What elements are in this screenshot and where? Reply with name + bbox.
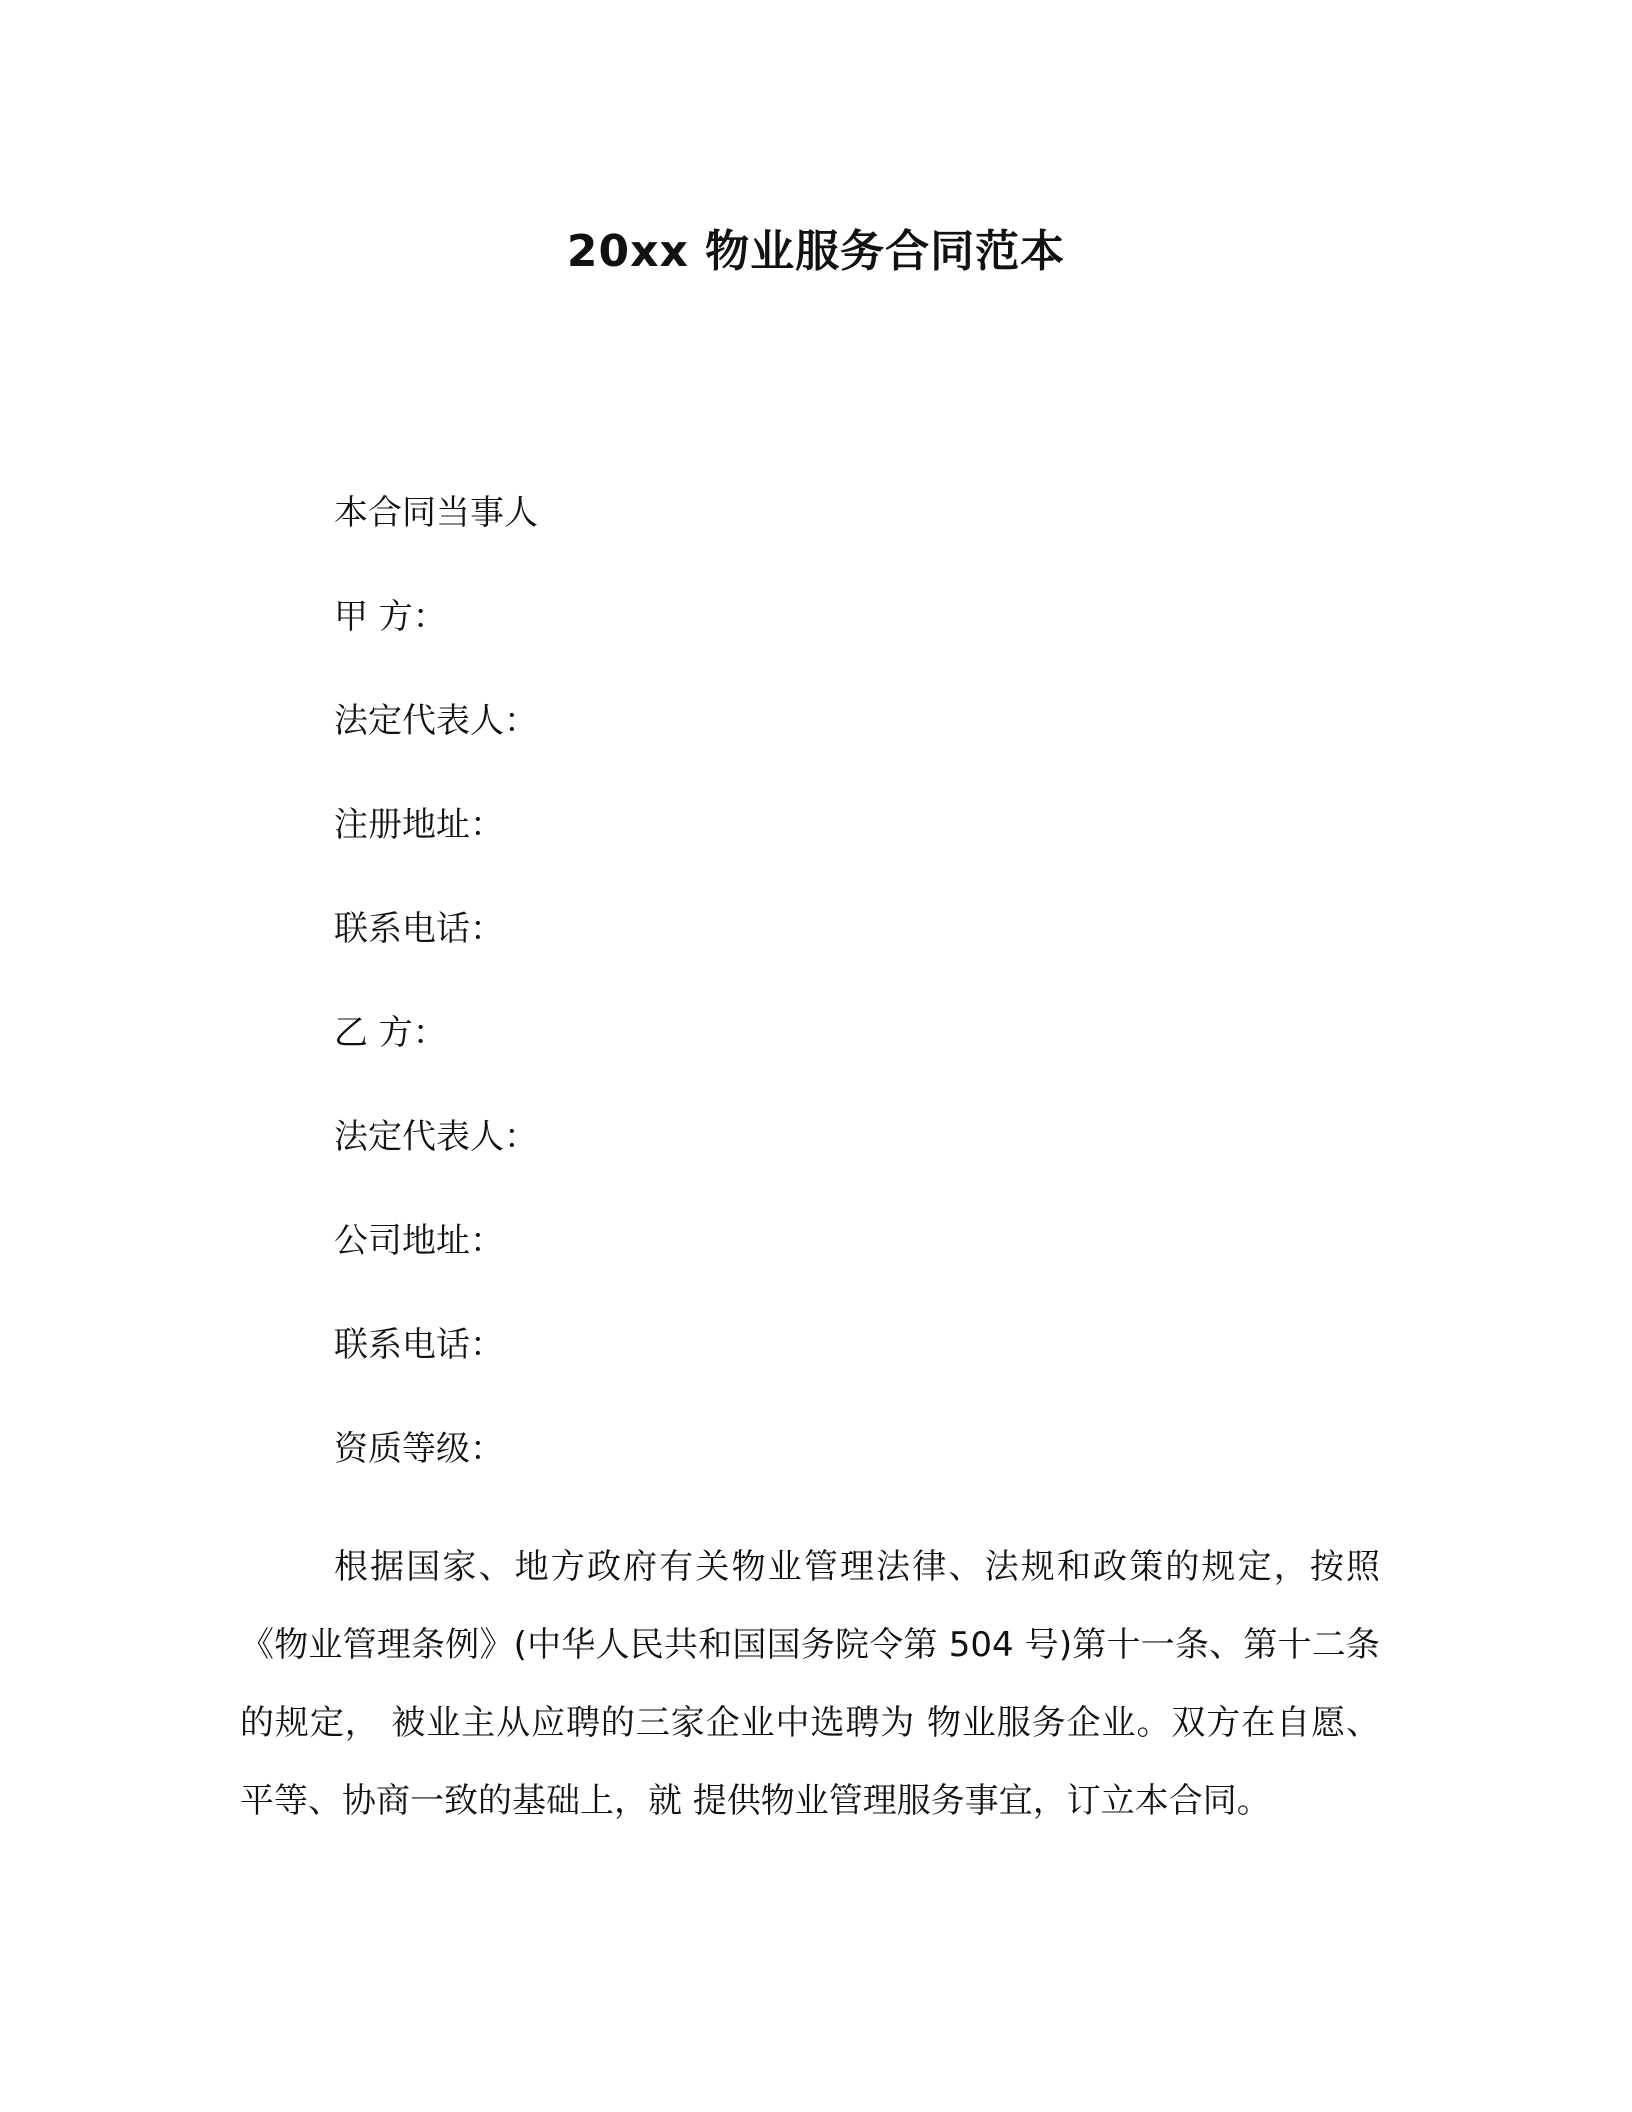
parties-heading: 本合同当事人 [334,493,538,533]
party-a-field: 甲 方： [334,597,447,637]
contract-preamble-paragraph: 根据国家、地方政府有关物业管理法律、法规和政策的规定，按照《物业管理条例》(中华人民共和国国务院令第 504 号)第十一条、第十二条的规定， 被业主从应聘的三家企业中选聘为 物业服务企业。双方在自愿、平等、协商一致的基础上，就 提供物业管理服务事宜，订立本合同。 [240,1547,1380,1821]
party-b-field: 乙 方： [334,1013,447,1053]
party-b-phone-field: 联系电话： [334,1325,504,1365]
party-a-representative-field: 法定代表人： [334,701,538,741]
party-a-phone-field: 联系电话： [334,909,504,949]
party-a-address-field: 注册地址： [334,805,504,845]
party-b-representative-field: 法定代表人： [334,1117,538,1157]
party-fields [334,488,538,1528]
document-title: 20xx 物业服务合同范本 [566,226,1066,277]
qualification-level-field: 资质等级： [334,1429,504,1469]
party-b-address-field: 公司地址： [334,1221,504,1261]
